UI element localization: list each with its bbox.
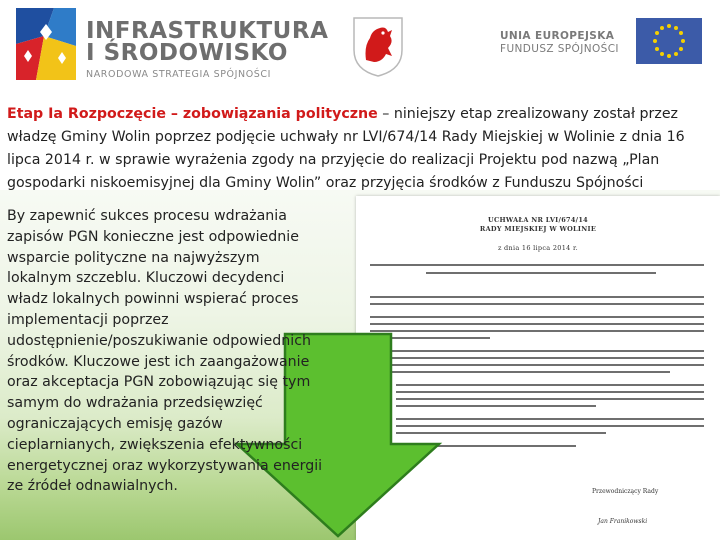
eu-label — [500, 30, 619, 56]
logo-title-line2: I ŚRODOWISKO — [86, 40, 288, 66]
intro-text: – niniejszy etap zrealizowany został przez władzę Gminy Wolin poprzez podjęcie uchwały nr LVI/674/14 Rady Miejskiej w Wolinie z dnia 16 lipca 2014 r. w sprawie wyrażenia zgody na przyjęcie do realizacji Projektu pod nazwą „Plan gospodarki niskoemisyjnej dla Gminy Wolin” oraz przyjęcia środków z Funduszu Spójności — [7, 106, 685, 191]
eu-flag-icon — [636, 18, 702, 64]
regional-crest-icon — [352, 16, 404, 78]
doc-signature-title: Przewodniczący Rady — [592, 488, 659, 495]
body-paragraph: By zapewnić sukces procesu wdrażania zapisów PGN konieczne jest odpowiednie wsparcie polityczne na najwyższym lokalnym szczeblu. Kluczowi decydenci władz lokalnych powinni wspierać proces implementacji poprzez udostępnienie/poszukiwanie odpowiednich środków. Kluczowe jest ich zaangażowanie oraz akceptacja PGN zobowiązując się tym samym do wdrażania przedsięwzięć ograniczających emisję gazów cieplarnianych, zwiększenia efektywności energetycznej oraz wykorzystywania energii ze źródeł odnawialnych. — [7, 208, 323, 495]
eu-line1: UNIA EUROPEJSKA — [500, 30, 615, 42]
doc-title-line2: RADY MIEJSKIEJ W WOLINIE — [479, 225, 597, 233]
eu-line2: FUNDUSZ SPÓJNOŚCI — [500, 43, 619, 55]
logo-subtitle: NARODOWA STRATEGIA SPÓJNOŚCI — [86, 69, 272, 80]
doc-title-line1: UCHWAŁA NR LVI/674/14 — [488, 216, 588, 224]
programme-logo-text — [86, 20, 328, 80]
programme-logo-icon — [14, 6, 78, 82]
intro-paragraph — [7, 103, 715, 195]
logo-title-line1: INFRASTRUKTURA — [86, 18, 329, 44]
doc-date: z dnia 16 lipca 2014 r. — [497, 244, 579, 252]
intro-heading: Etap Ia Rozpoczęcie – zobowiązania polityczne — [7, 106, 378, 122]
doc-signature-name: Jan Franikowski — [598, 518, 648, 525]
header — [0, 0, 720, 92]
